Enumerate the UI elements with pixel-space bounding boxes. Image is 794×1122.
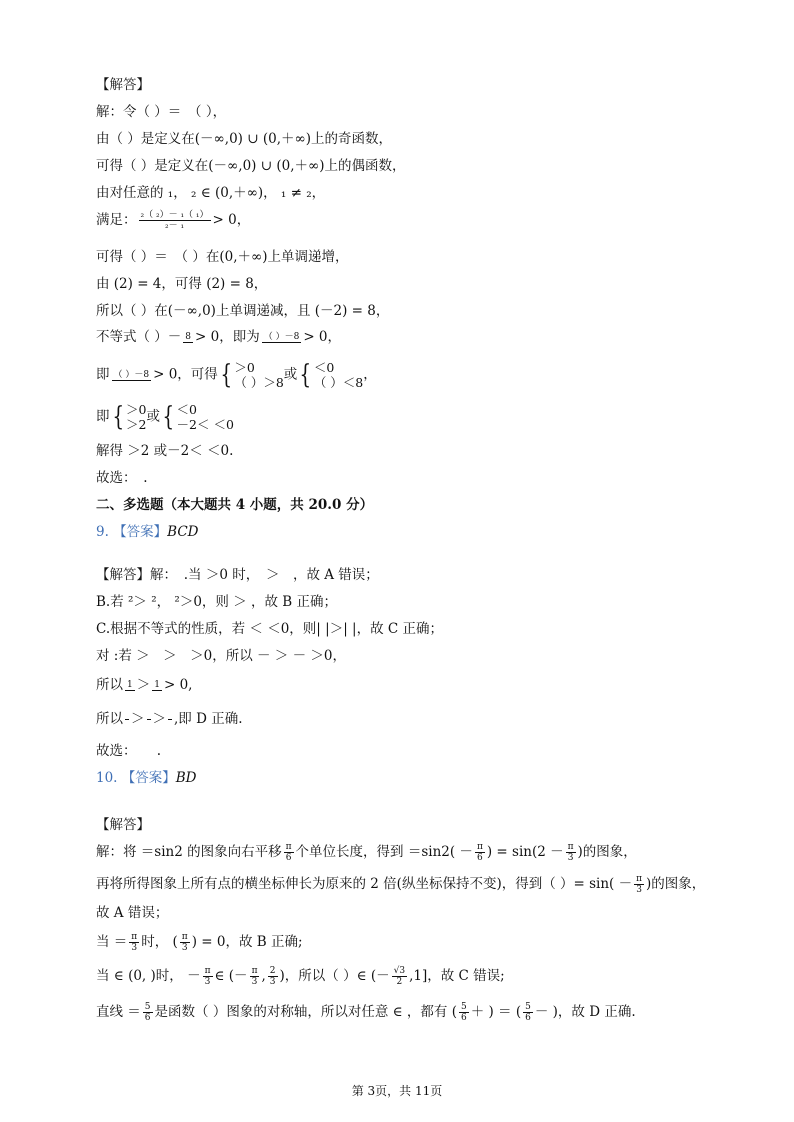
text: 可得（ ）是定义在(－∞,0) ∪ (0,＋∞)上的偶函数， xyxy=(96,158,406,174)
text: ＋ ) ＝ ( xyxy=(470,1004,522,1020)
text: 所以 xyxy=(96,711,123,727)
text: 满足： xyxy=(96,212,137,228)
line xyxy=(96,402,234,432)
page-footer: 第 3页，共 11页 xyxy=(351,1084,443,1098)
fraction xyxy=(180,932,190,953)
brace: { xyxy=(299,360,312,390)
fraction xyxy=(143,1002,153,1023)
text: ) = 0，故 B 正确; xyxy=(191,934,303,950)
text: 解：将 ＝sin2 的图象向右平移 xyxy=(96,844,282,860)
line xyxy=(96,842,637,863)
text: )，所以（ ）∈ (－ xyxy=(279,968,390,984)
solution-heading xyxy=(96,76,150,94)
fraction xyxy=(129,932,139,953)
fraction xyxy=(262,332,302,343)
text: )的图象， xyxy=(577,844,637,860)
text: 【解答】解： .当 ＞0 时， ＞ ，故 A 错误； xyxy=(96,567,379,583)
denominator: 3 xyxy=(251,977,258,987)
text: 时， ( xyxy=(141,934,178,950)
line xyxy=(96,184,325,202)
system-row: ＜0 xyxy=(313,360,335,375)
text: 解：令（ ）＝ （ ）， xyxy=(96,104,227,120)
text: ) = sin(2 － xyxy=(486,844,564,860)
question-number: 9. xyxy=(96,524,114,540)
numerator: 5 xyxy=(144,1002,151,1012)
denominator: 3 xyxy=(269,977,276,987)
fraction xyxy=(268,966,278,987)
numerator: 8 xyxy=(185,332,192,342)
numerator: √3 xyxy=(393,966,406,976)
denominator: 6 xyxy=(525,1013,531,1023)
numerator: （ ）－8 xyxy=(263,332,300,342)
denominator: 3 xyxy=(636,885,642,895)
text: 当 ∈ (0, )时， － xyxy=(96,968,201,984)
fraction xyxy=(459,1002,469,1023)
numerator: 2 xyxy=(269,966,276,976)
numerator: 1 xyxy=(154,680,160,690)
text: , xyxy=(261,968,266,984)
line xyxy=(96,157,406,175)
text: 是函数（ ）图象的对称轴，所以对任意 ∈ ，都有 ( xyxy=(154,1004,457,1020)
line xyxy=(96,130,392,148)
brace: { xyxy=(220,360,232,390)
text: 故选： . xyxy=(96,470,148,486)
text: 故选： . xyxy=(96,743,162,759)
denominator: 6 xyxy=(460,1013,467,1023)
text: ＞ xyxy=(152,711,166,727)
answer-label: 【答案】 xyxy=(113,524,168,540)
numerator: π xyxy=(204,966,211,976)
text: 即 xyxy=(96,408,110,425)
answer-label: 【答案】 xyxy=(121,770,176,786)
line xyxy=(96,904,168,922)
text: > 0，可得 xyxy=(153,366,218,383)
text: 直线 ＝ xyxy=(96,1004,141,1020)
line xyxy=(96,103,226,121)
text: ＞ xyxy=(131,711,145,727)
text: ,1]，故 C 错误; xyxy=(409,968,505,984)
line xyxy=(96,676,192,694)
fraction xyxy=(152,680,162,691)
fraction xyxy=(250,966,260,987)
numerator xyxy=(147,719,151,720)
question-number: 10. xyxy=(96,770,122,786)
line xyxy=(96,566,379,584)
brace: { xyxy=(111,402,124,432)
line xyxy=(96,469,148,487)
solution-heading xyxy=(96,816,150,834)
numerator: π xyxy=(285,842,292,852)
text: ∈ (－ xyxy=(214,968,248,984)
text: ＞ xyxy=(136,677,151,693)
line xyxy=(96,593,337,611)
fraction xyxy=(125,719,129,720)
text: 由对任意的 ₁， ₂ ∈ (0,＋∞)， ₁ ≠ ₂， xyxy=(96,185,326,201)
line xyxy=(96,620,443,638)
fraction xyxy=(203,966,213,987)
text: 对 :若 ＞ ＞ ＞0，所以 － ＞ － ＞0， xyxy=(96,648,346,664)
denominator: 6 xyxy=(477,853,483,863)
denominator: ₂－ ₁ xyxy=(164,221,185,231)
numerator: π xyxy=(251,966,258,976)
text: 【解答】 xyxy=(96,817,150,833)
text: 【解答】 xyxy=(96,77,150,93)
text: 个单位长度，得到 ＝sin2( － xyxy=(295,844,473,860)
text: > 0, xyxy=(163,677,193,693)
numerator: π xyxy=(181,932,188,942)
line xyxy=(96,932,303,953)
line xyxy=(96,248,349,266)
numerator: ₂（ ₂）－ ₁（ ₁） xyxy=(140,210,209,220)
answer-line xyxy=(96,523,199,541)
numerator: 5 xyxy=(525,1002,531,1012)
line xyxy=(96,874,705,895)
text: 或 xyxy=(283,366,298,383)
line xyxy=(96,742,161,760)
system-row: ＞0 xyxy=(126,402,147,417)
fraction xyxy=(523,1002,533,1023)
text: 所以（ ）在(－∞,0)上单调递减，且 (－2) = 8， xyxy=(96,303,390,319)
system xyxy=(177,402,234,432)
line xyxy=(96,360,377,390)
denominator: 2 xyxy=(396,977,403,987)
fraction xyxy=(139,210,211,231)
text: 解得 ＞2 或－2＜ ＜0. xyxy=(96,443,234,459)
text: 故 A 错误； xyxy=(96,905,169,921)
text: 或 xyxy=(146,408,160,425)
text: > 0， xyxy=(303,329,342,345)
text: 所以 xyxy=(96,677,123,693)
fraction xyxy=(112,370,152,381)
system-row: －2＜ ＜0 xyxy=(176,417,234,432)
text: 当 ＝ xyxy=(96,934,128,950)
section-heading xyxy=(96,496,373,514)
fraction xyxy=(475,842,485,863)
line xyxy=(96,647,346,665)
line xyxy=(96,302,389,320)
text: ,即 D 正确. xyxy=(174,711,243,727)
system xyxy=(126,402,146,432)
line xyxy=(96,275,267,293)
line xyxy=(96,442,233,460)
denominator: 6 xyxy=(285,853,292,863)
text: ， xyxy=(363,366,377,383)
text: 可得（ ）＝ （ ）在(0,＋∞)上单调递增， xyxy=(96,249,349,265)
line xyxy=(96,1002,636,1023)
numerator: 5 xyxy=(460,1002,467,1012)
numerator: 1 xyxy=(127,680,133,690)
fraction xyxy=(183,332,193,343)
answer-value: BCD xyxy=(167,524,199,540)
system xyxy=(314,360,363,390)
text: 再将所得图象上所有点的横坐标伸长为原来的 2 倍(纵坐标保持不变)，得到（ ）= sin( － xyxy=(96,876,633,892)
text: 即 xyxy=(96,366,110,383)
system-row: （ ）＜8 xyxy=(313,375,364,390)
denominator: 3 xyxy=(131,943,138,953)
text: B.若 ²＞ ²， ²＞0，则 ＞ ，故 B 正确； xyxy=(96,594,337,610)
denominator: 3 xyxy=(204,977,211,987)
fraction xyxy=(392,966,407,987)
brace: { xyxy=(162,402,175,432)
system-row: ＞2 xyxy=(126,417,147,432)
denominator: 3 xyxy=(181,943,188,953)
text: 不等式（ ）－ xyxy=(96,329,182,345)
numerator: π xyxy=(567,842,574,852)
text: > 0，即为 xyxy=(195,329,260,345)
numerator: π xyxy=(636,874,643,884)
numerator xyxy=(125,719,129,720)
line xyxy=(96,328,341,346)
text: － )，故 D 正确. xyxy=(534,1004,636,1020)
numerator xyxy=(168,719,172,720)
fraction xyxy=(147,719,151,720)
fraction xyxy=(168,719,172,720)
fraction xyxy=(634,874,644,895)
fraction xyxy=(284,842,294,863)
system-row: ＜0 xyxy=(176,402,197,417)
numerator: π xyxy=(476,842,483,852)
text: 由 (2) = 4，可得 (2) = 8， xyxy=(96,276,268,292)
system xyxy=(234,360,283,390)
line xyxy=(96,710,243,728)
answer-value: BD xyxy=(175,770,197,786)
line xyxy=(96,966,505,987)
numerator: π xyxy=(131,932,138,942)
denominator: 3 xyxy=(567,853,574,863)
system-row: （ ）＞8 xyxy=(234,375,284,390)
system-row: ＞0 xyxy=(234,360,255,375)
denominator: 6 xyxy=(144,1013,151,1023)
fraction xyxy=(566,842,576,863)
text: )的图象， xyxy=(646,876,706,892)
answer-line xyxy=(96,769,197,787)
text: 由（ ）是定义在(－∞,0) ∪ (0,＋∞)上的奇函数， xyxy=(96,131,393,147)
line xyxy=(96,210,250,231)
fraction xyxy=(125,680,135,691)
text: C.根据不等式的性质，若 ＜ ＜0，则| |＞| |，故 C 正确； xyxy=(96,621,443,637)
text: > 0， xyxy=(212,212,251,228)
numerator: （ ）－8 xyxy=(113,369,150,380)
text: 二、多选题（本大题共 4 小题，共 20.0 分） xyxy=(96,497,374,513)
